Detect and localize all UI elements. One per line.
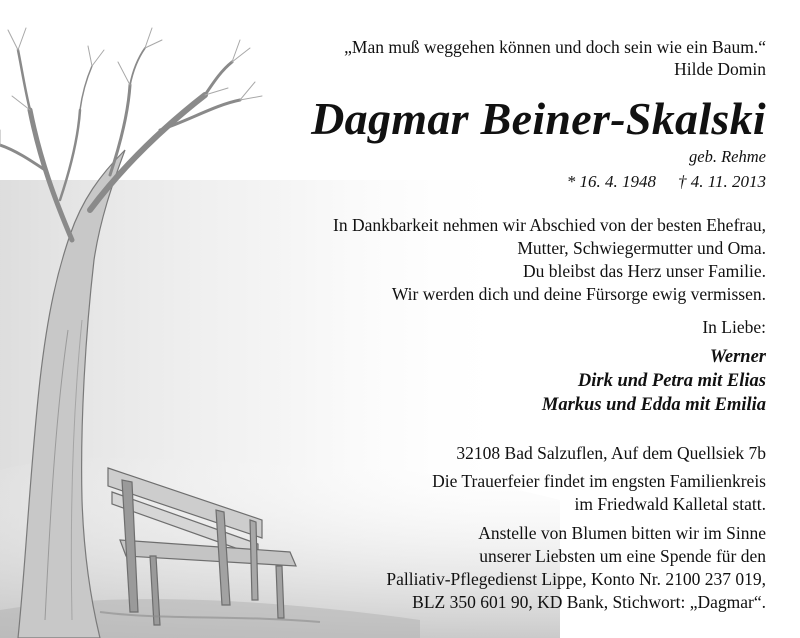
donation-line: BLZ 350 601 90, KD Bank, Stichwort: „Dagmar“. — [412, 592, 766, 612]
donation-info — [386, 522, 766, 614]
mourner-name: Werner — [709, 347, 766, 367]
mourners-list — [542, 345, 766, 417]
epigraph-text: „Man muß weggehen können und doch sein wie ein Baum.“ — [344, 37, 766, 57]
mourner-name: Dirk und Petra mit Elias — [577, 371, 766, 391]
family-address: 32108 Bad Salzuflen, Auf dem Quellsiek 7b — [456, 443, 766, 463]
funeral-line: Die Trauerfeier findet im engsten Familienkreis — [432, 471, 766, 491]
donation-line: Palliativ-Pflegedienst Lippe, Konto Nr. 2100 237 019, — [386, 569, 766, 589]
deceased-name: Dagmar Beiner-Skalski — [311, 93, 766, 144]
tribute-text — [333, 214, 766, 306]
birth-date: * 16. 4. 1948 — [566, 172, 656, 191]
maiden-name: geb. Rehme — [689, 147, 766, 166]
funeral-line: im Friedwald Kalletal statt. — [574, 494, 766, 514]
donation-line: Anstelle von Blumen bitten wir im Sinne — [478, 523, 766, 543]
tribute-line: Mutter, Schwiegermutter und Oma. — [517, 238, 766, 258]
mourners-intro: In Liebe: — [702, 317, 766, 337]
donation-line: unserer Liebsten um eine Spende für den — [479, 546, 766, 566]
tribute-line: Du bleibst das Herz unser Familie. — [522, 261, 766, 281]
mourner-name: Markus und Edda mit Emilia — [541, 395, 766, 415]
life-dates — [567, 172, 766, 192]
funeral-info — [432, 470, 766, 516]
epigraph-author: Hilde Domin — [674, 59, 766, 79]
tribute-line: In Dankbarkeit nehmen wir Abschied von der besten Ehefrau, — [333, 215, 766, 235]
epigraph — [344, 36, 766, 80]
tribute-line: Wir werden dich und deine Fürsorge ewig vermissen. — [391, 284, 766, 304]
death-date: † 4. 11. 2013 — [678, 172, 766, 191]
